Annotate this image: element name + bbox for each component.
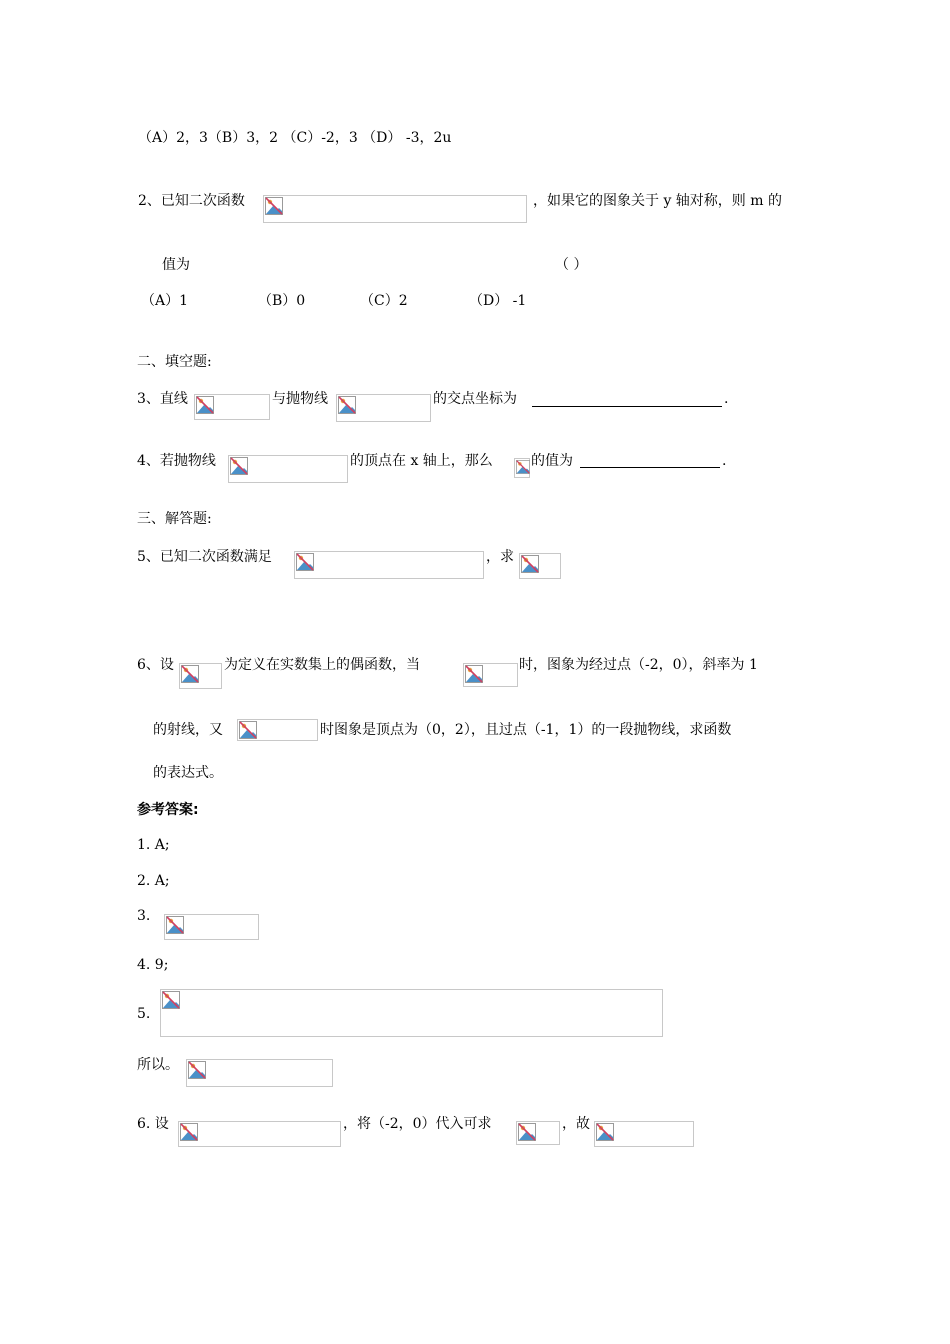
- formula-image: [164, 914, 259, 940]
- q3-c: 的交点坐标为: [433, 391, 517, 407]
- broken-image-icon: [265, 197, 283, 215]
- formula-image: [294, 551, 484, 579]
- broken-image-icon: [181, 665, 199, 683]
- q5-b: ，求: [486, 549, 514, 565]
- q4-b: 的顶点在 x 轴上，那么: [350, 453, 493, 469]
- answer-6c: ，故: [562, 1116, 590, 1132]
- formula-image: [263, 195, 527, 223]
- broken-image-icon: [230, 457, 248, 475]
- broken-image-icon: [166, 916, 184, 934]
- formula-image: [594, 1121, 694, 1147]
- formula-image: [228, 455, 348, 483]
- answer-5b: 所以。: [137, 1057, 179, 1073]
- q3-a: 3、直线: [137, 391, 188, 407]
- q6-e: 时图象是顶点为（0，2），且过点（-1，1）的一段抛物线，求函数: [320, 722, 732, 738]
- broken-image-icon: [296, 553, 314, 571]
- formula-image: [336, 394, 431, 422]
- q6-d: 的射线，又: [153, 722, 223, 738]
- q6-a: 6、设: [137, 657, 174, 673]
- q2-suffix: ，如果它的图象关于 y 轴对称，则 m 的: [533, 193, 782, 209]
- broken-image-icon: [162, 991, 180, 1009]
- q5-a: 5、已知二次函数满足: [137, 549, 272, 565]
- formula-image: [194, 394, 270, 420]
- formula-image: [519, 553, 561, 579]
- q3-b: 与抛物线: [272, 391, 328, 407]
- broken-image-icon: [188, 1061, 206, 1079]
- q1-options: （A）2，3（B）3，2 （C）-2，3 （D） -3，2u: [138, 130, 452, 146]
- q6-c: 时，图象为经过点（-2，0），斜率为 1: [519, 657, 758, 673]
- answer-3-label: 3.: [137, 908, 151, 924]
- broken-image-icon: [516, 460, 530, 474]
- q6-b: 为定义在实数集上的偶函数，当: [224, 657, 420, 673]
- q4-a: 4、若抛物线: [137, 453, 216, 469]
- q3-end: .: [724, 391, 729, 407]
- formula-image: [514, 458, 530, 478]
- formula-image: [179, 663, 222, 689]
- formula-image: [160, 989, 663, 1037]
- broken-image-icon: [521, 555, 539, 573]
- formula-image: [463, 663, 518, 687]
- answers-title: 参考答案:: [137, 802, 199, 818]
- formula-image: [178, 1121, 341, 1147]
- formula-image: [516, 1121, 560, 1145]
- broken-image-icon: [465, 665, 483, 683]
- broken-image-icon: [180, 1123, 198, 1141]
- q2-line2: 值为: [162, 257, 190, 273]
- broken-image-icon: [239, 721, 257, 739]
- formula-image: [186, 1059, 333, 1087]
- q4-c: 的值为: [531, 453, 573, 469]
- q2-paren: （ ）: [555, 257, 588, 273]
- answer-5-label: 5.: [137, 1006, 151, 1022]
- broken-image-icon: [596, 1123, 614, 1141]
- broken-image-icon: [338, 396, 356, 414]
- q6-f: 的表达式。: [153, 765, 223, 781]
- answer-6a: 6. 设: [137, 1116, 169, 1132]
- answer-6b: ，将（-2，0）代入可求: [343, 1116, 492, 1132]
- answer-blank: [532, 405, 722, 407]
- broken-image-icon: [518, 1123, 536, 1141]
- broken-image-icon: [196, 396, 214, 414]
- q2-option-b: （B）0: [258, 293, 306, 309]
- section-answers: 三、解答题:: [137, 511, 212, 527]
- q4-end: .: [722, 453, 727, 469]
- answer-blank: [580, 466, 720, 468]
- section-fill-blank: 二、填空题:: [137, 354, 212, 370]
- answer-4: 4. 9;: [137, 957, 169, 973]
- q2-option-d: （D） -1: [469, 293, 527, 309]
- answer-2: 2. A;: [137, 873, 170, 889]
- formula-image: [237, 719, 318, 741]
- answer-1: 1. A;: [137, 837, 170, 853]
- q2-option-a: （A）1: [141, 293, 189, 309]
- q2-option-c: （C）2: [360, 293, 408, 309]
- q2-prefix: 2、已知二次函数: [138, 193, 245, 209]
